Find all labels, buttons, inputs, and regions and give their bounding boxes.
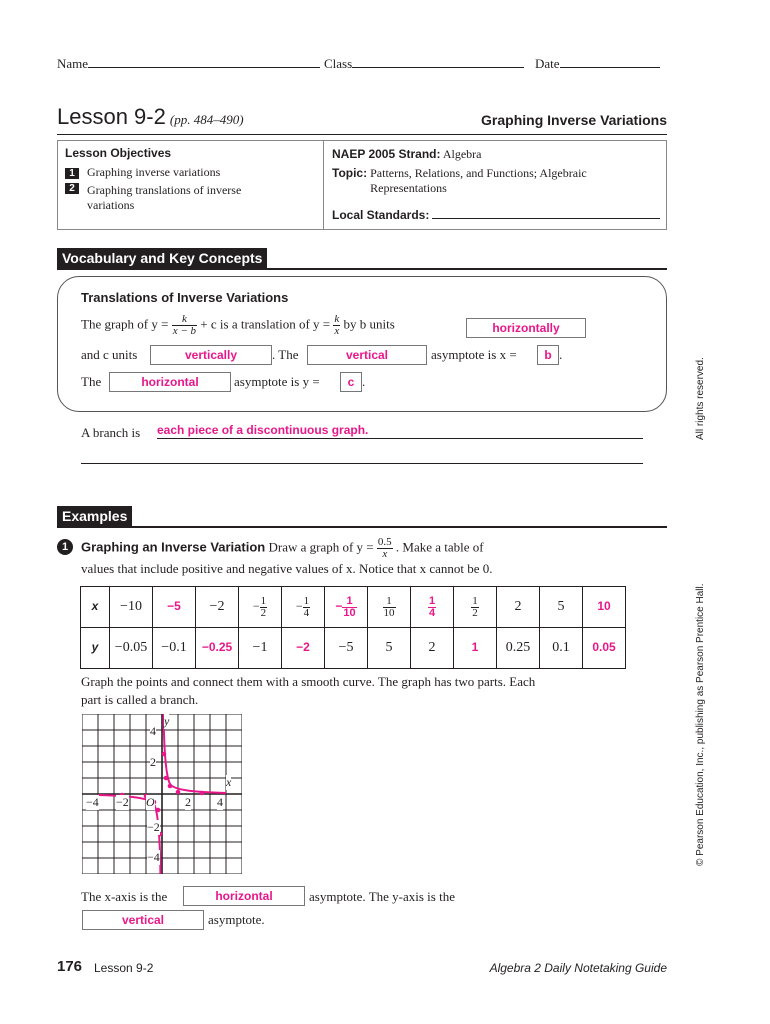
concept-line-2-c: asymptote is x =	[431, 347, 517, 362]
fraction-k-over-x: $\frac{k}{x}$	[334, 313, 340, 337]
objective-number: 1	[65, 168, 79, 179]
naep-value: Algebra	[442, 147, 482, 161]
axes	[82, 714, 242, 874]
period: .	[362, 374, 366, 389]
title-rule	[57, 134, 667, 135]
objective-1	[65, 165, 220, 180]
lesson-title-row	[57, 104, 244, 130]
lesson-title: Lesson 9-2	[57, 104, 166, 129]
objective-2	[65, 183, 275, 213]
concept-line-1	[81, 314, 395, 337]
y-value-cell: 0.1	[540, 628, 583, 669]
answer-vertical[interactable]: vertical	[307, 345, 427, 365]
objective-number: 2	[65, 183, 79, 194]
examples-header	[57, 506, 132, 526]
footer-book: Algebra 2 Daily Notetaking Guide	[489, 961, 667, 975]
tick-x-neg4: −4	[86, 795, 99, 809]
x-value-cell[interactable]: 10	[583, 587, 626, 628]
values-table	[80, 586, 626, 669]
y-value-cell[interactable]: 0.05	[583, 628, 626, 669]
objective-text: Graphing inverse variations	[87, 165, 221, 179]
branch-blank-line[interactable]	[81, 463, 643, 464]
date-field[interactable]	[535, 56, 660, 72]
y-value-cell: 5	[368, 628, 411, 669]
concept-text: + c is a translation of y =	[200, 316, 331, 332]
concept-text: The graph of y =	[81, 316, 169, 332]
tick-x-4: 4	[217, 795, 223, 809]
naep-strand	[332, 147, 482, 162]
asymptote-text-3: asymptote.	[208, 912, 265, 927]
example-text: . Make a table of	[395, 539, 484, 555]
x-value-cell: $\frac{1}{10}$	[368, 587, 411, 628]
name-label: Name	[57, 56, 89, 71]
lesson-pages: (pp. 484–490)	[169, 112, 244, 127]
naep-label: NAEP 2005 Strand:	[332, 147, 441, 161]
table-row-x	[81, 587, 626, 628]
y-value-cell: 2	[411, 628, 454, 669]
graph-instructions: Graph the points and connect them with a smooth curve. The graph has two parts. Each part is called a branch.	[81, 674, 536, 707]
topic-label: Topic:	[332, 166, 368, 180]
branch-label: A branch is	[81, 425, 141, 440]
topic-value: Patterns, Relations, and Functions; Algebraic Representations	[370, 166, 587, 195]
concept-line-2-a: and c units	[81, 347, 138, 362]
x-value-cell: − $\frac{1}{4}$	[282, 587, 325, 628]
asymptote-text-2: asymptote. The y-axis is the	[309, 889, 455, 904]
x-header-cell: x	[81, 587, 110, 628]
date-label: Date	[535, 56, 560, 71]
concept-text: by b units	[343, 316, 395, 332]
y-axis-label: y	[164, 714, 170, 728]
page-number: 176	[57, 958, 83, 975]
curve-positive-branch	[164, 714, 226, 793]
footer-lesson: Lesson 9-2	[94, 961, 154, 975]
topic-title: Graphing Inverse Variations	[481, 112, 667, 128]
topic	[332, 166, 652, 196]
y-value-cell: −5	[325, 628, 368, 669]
tick-y-neg2: −2	[147, 820, 160, 834]
rights-reserved: All rights reserved.	[695, 357, 706, 440]
branch-answer[interactable]: each piece of a discontinuous graph.	[157, 423, 643, 439]
tick-y-2: 2	[150, 755, 156, 769]
class-label: Class	[324, 56, 353, 71]
y-value-cell[interactable]: 1	[454, 628, 497, 669]
example-1-line-2: values that include positive and negative values of x. Notice that x cannot be 0.	[81, 561, 493, 576]
answer-vertically[interactable]: vertically	[150, 345, 272, 365]
example-1-title: Graphing an Inverse Variation	[81, 539, 266, 555]
tick-y-neg4: −4	[147, 850, 160, 864]
x-value-cell: 2	[497, 587, 540, 628]
examples-heading: Examples	[57, 506, 132, 526]
y-value-cell[interactable]: −2	[282, 628, 325, 669]
table-row-y	[81, 628, 626, 669]
vocab-rule	[57, 268, 667, 270]
x-value-cell: −2	[196, 587, 239, 628]
answer-horizontally[interactable]: horizontally	[466, 318, 586, 338]
objective-text: Graphing translations of inverse variations	[87, 183, 242, 212]
y-value-cell: −0.1	[153, 628, 196, 669]
local-standards[interactable]	[332, 208, 660, 223]
example-1-line-1	[81, 537, 484, 560]
fraction-k-over-x-minus-b: $\frac{k}{x - b}$	[172, 313, 197, 337]
x-value-cell: −10	[110, 587, 153, 628]
vocab-heading: Vocabulary and Key Concepts	[57, 248, 267, 268]
copyright-notice: © Pearson Education, Inc., publishing as Pearson Prentice Hall.	[695, 583, 706, 866]
example-number-badge: 1	[57, 539, 73, 555]
concept-title: Translations of Inverse Variations	[81, 290, 289, 305]
x-value-cell: − $\frac{1}{2}$	[239, 587, 282, 628]
x-value-cell: $\frac{1}{2}$	[454, 587, 497, 628]
answer-c[interactable]: c	[340, 372, 362, 392]
tick-x-2: 2	[185, 795, 191, 809]
y-value-cell[interactable]: −0.25	[196, 628, 239, 669]
inverse-variation-graph	[82, 714, 242, 874]
tick-y-4: 4	[150, 724, 156, 738]
concept-line-2-b: . The	[272, 347, 299, 362]
x-axis-label: x	[226, 775, 232, 789]
origin-label: O	[146, 795, 155, 809]
y-value-cell: −0.05	[110, 628, 153, 669]
concept-line-3-b: asymptote is y =	[234, 374, 320, 389]
examples-rule	[57, 526, 667, 528]
answer-x-axis-horizontal[interactable]: horizontal	[183, 886, 305, 906]
answer-horizontal[interactable]: horizontal	[109, 372, 231, 392]
x-value-cell: 5	[540, 587, 583, 628]
objectives-heading: Lesson Objectives	[65, 146, 172, 160]
y-value-cell: 0.25	[497, 628, 540, 669]
class-field[interactable]	[324, 56, 524, 72]
objectives-box	[57, 140, 667, 230]
example-text: Draw a graph of y =	[268, 539, 374, 555]
x-value-cell[interactable]: $\frac{1}{4}$	[411, 587, 454, 628]
period: .	[559, 347, 563, 362]
tick-x-neg2: −2	[116, 795, 129, 809]
local-label: Local Standards:	[332, 208, 430, 222]
asymptote-text-1: The x-axis is the	[81, 889, 168, 904]
fraction-half-over-x: $\frac{0.5}{x}$	[377, 536, 392, 560]
y-value-cell: −1	[239, 628, 282, 669]
concept-line-3-a: The	[81, 374, 102, 389]
x-value-cell[interactable]: −5	[153, 587, 196, 628]
name-field[interactable]	[57, 56, 320, 72]
x-value-cell[interactable]: − $\frac{1}{10}$	[325, 587, 368, 628]
answer-b[interactable]: b	[537, 345, 559, 365]
answer-y-axis-vertical[interactable]: vertical	[82, 910, 204, 930]
vocab-header	[57, 248, 267, 268]
y-header-cell: y	[81, 628, 110, 669]
